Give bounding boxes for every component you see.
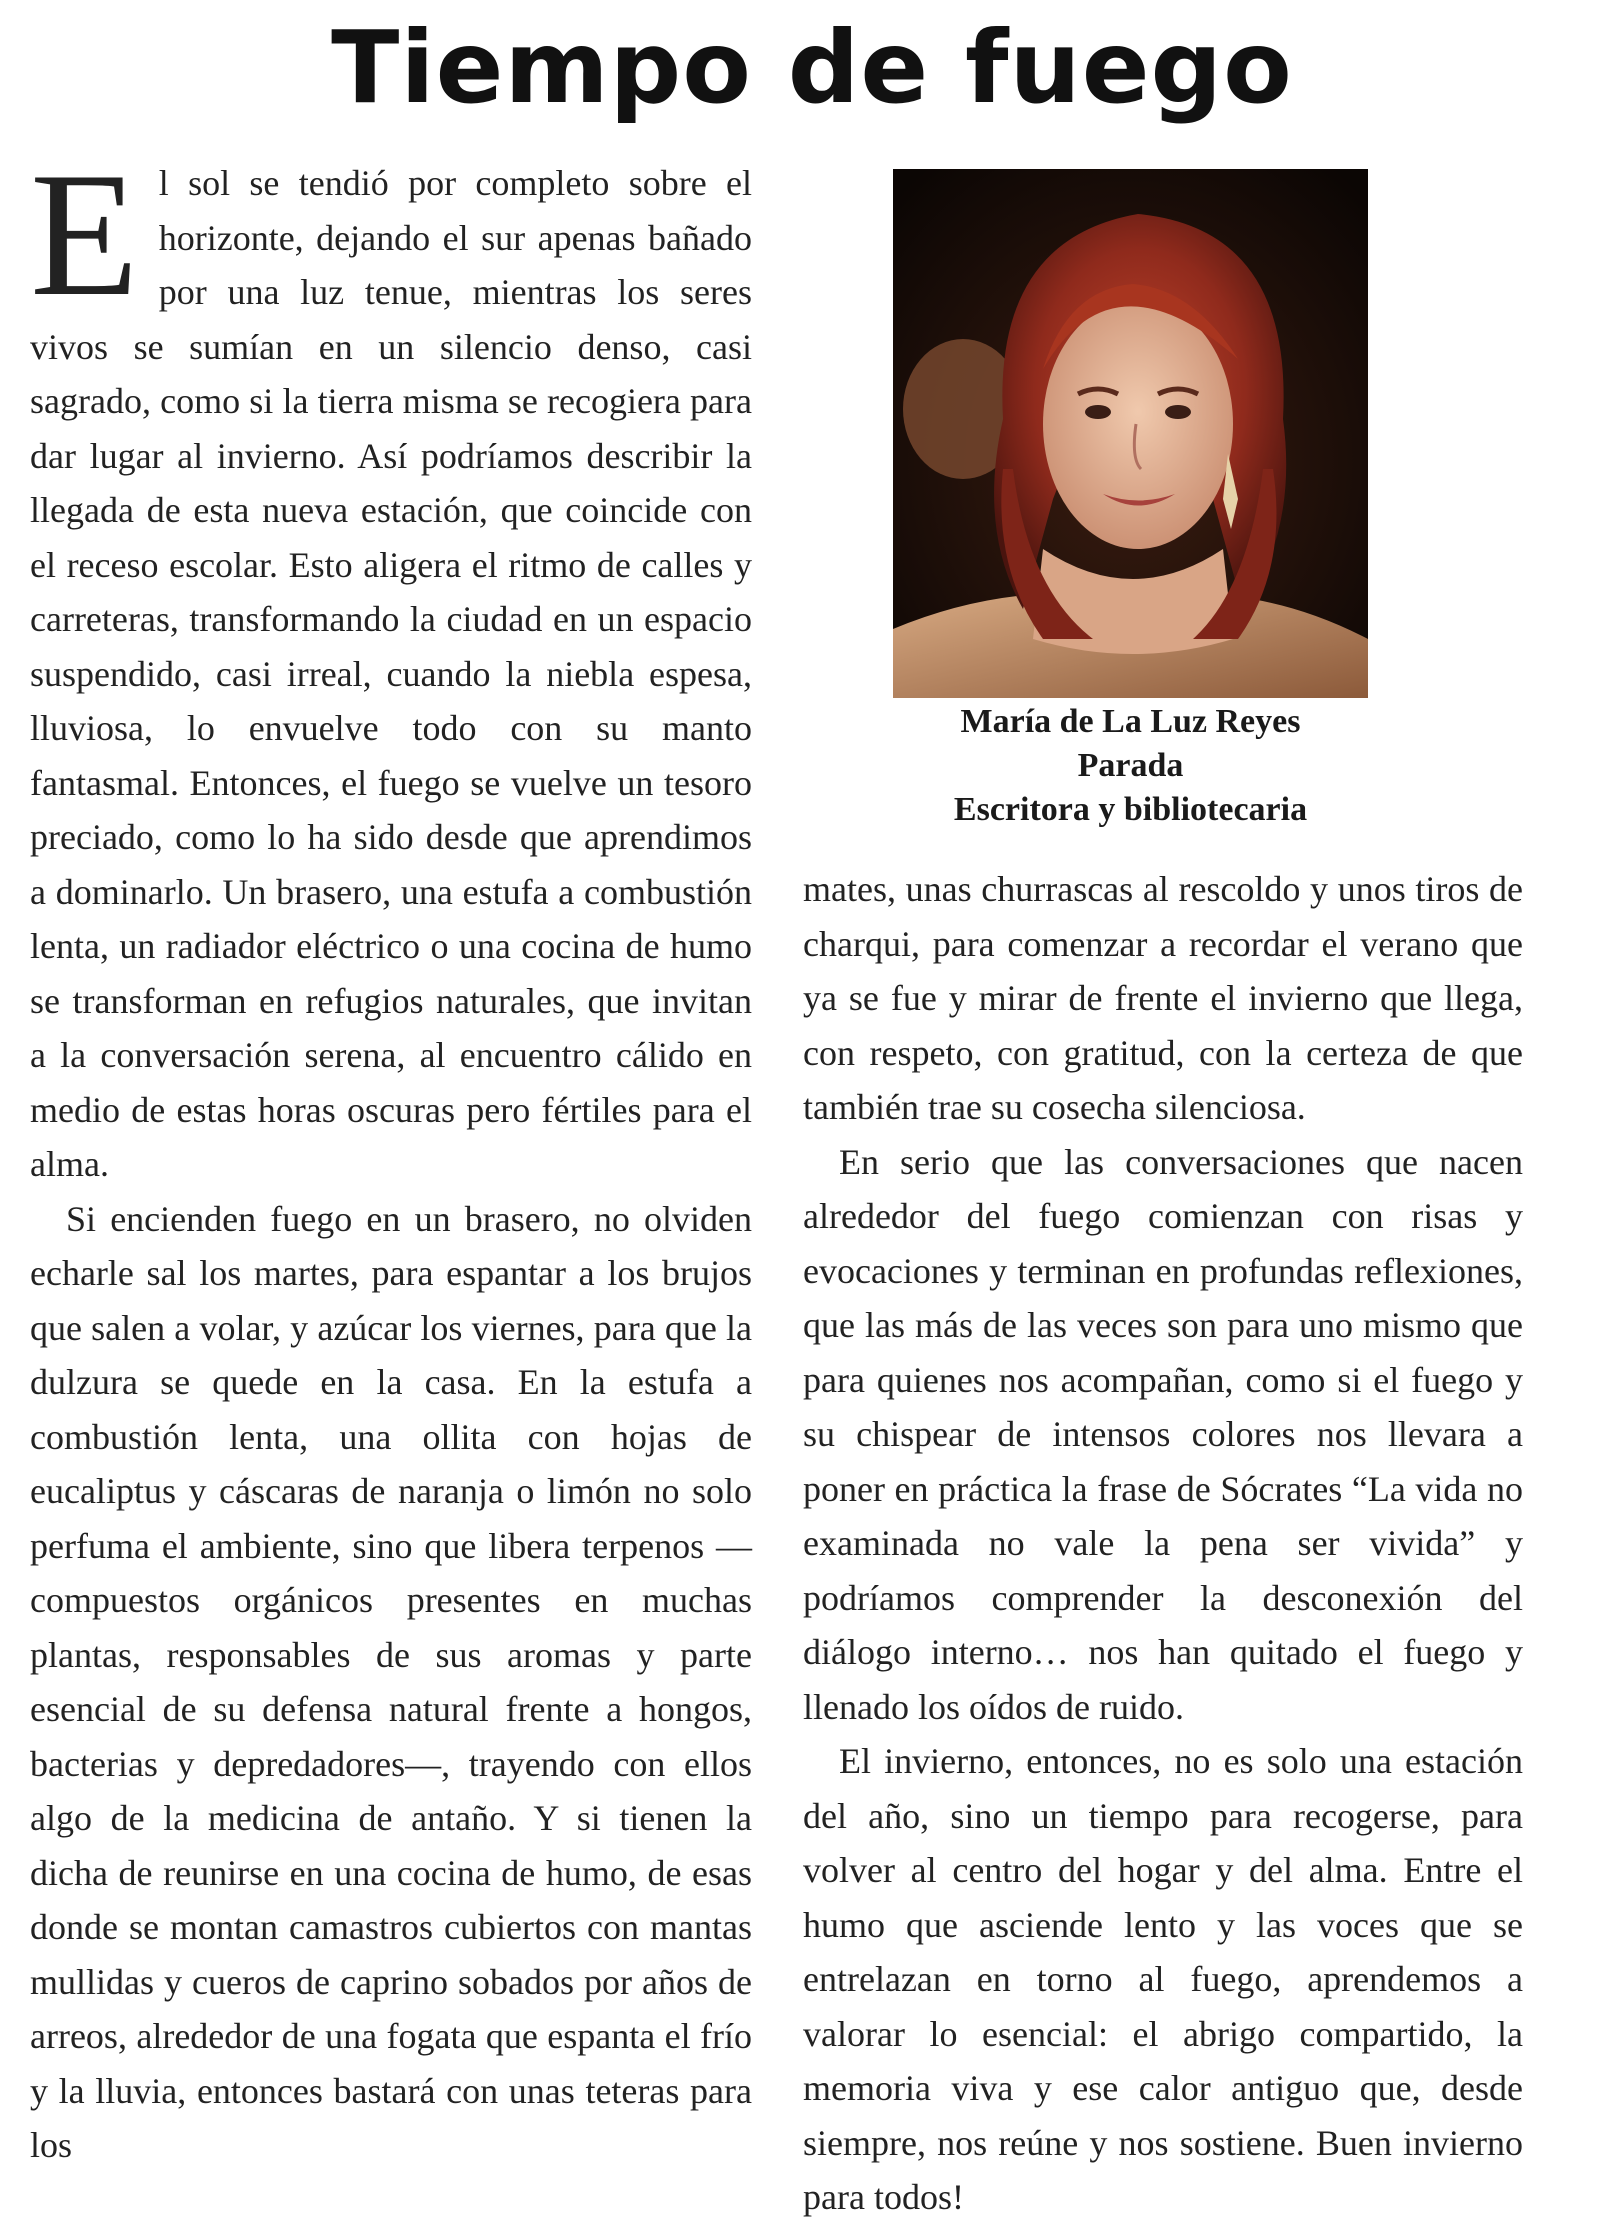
paragraph-2-continued: mates, unas churrascas al rescoldo y unos tiros de charqui, para comenzar a recordar el verano que ya se fue y mirar de frente el invierno que llega, con respeto, con gratitud, con la certeza de que también trae su cosecha silenciosa. (803, 869, 1523, 1127)
author-name-line2: Parada (1077, 747, 1184, 784)
author-photo (893, 169, 1368, 698)
paragraph-1-text: l sol se tendió por completo sobre el horizonte, dejando el sur apenas bañado por una luz tenue, mientras los seres vivos se sumían en un silencio denso, casi sagrado, como si la tierra misma se recogiera para dar lugar al invierno. Así podríamos describir la llegada de esta nueva estación, que coincide con el receso escolar. Esto aligera el ritmo de calles y carreteras, transformando la ciudad en un espacio suspendido, casi irreal, cuando la niebla espesa, lluviosa, lo envuelve todo con su manto fantasmal. Entonces, el fuego se vuelve un tesoro preciado, como lo ha sido desde que aprendimos a dominarlo. Un brasero, una estufa a combustión lenta, un radiador eléctrico o una cocina de humo se transforman en refugios naturales, que invitan a la conversación serena, al encuentro cálido en medio de estas horas oscuras pero fértiles para el alma. (30, 163, 752, 1184)
author-caption (893, 700, 1368, 832)
paragraph-1 (30, 135, 752, 1192)
paragraph-2: Si encienden fuego en un brasero, no olviden echarle sal los martes, para espantar a los brujos que salen a volar, y azúcar los viernes, para que la dulzura se quede en la casa. En la estufa a combustión lenta, una ollita con hojas de eucaliptus y cáscaras de naranja o limón no solo perfuma el ambiente, sino que libera terpenos —compuestos orgánicos presentes en muchas plantas, responsables de sus aromas y parte esencial de su defensa natural frente a hongos, bacterias y depredadores—, trayendo con ellos algo de la medicina de antaño. Y si tienen la dicha de reunirse en una cocina de humo, de esas donde se montan camastros cubiertos con mantas mullidas y cueros de caprino sobados por años de arreos, alrededor de una fogata que espanta el frío y la lluvia, entonces bastará con unas teteras para los (30, 1198, 752, 2165)
paragraph-3: En serio que las conversaciones que nacen alrededor del fuego comienzan con risas y evocaciones y terminan en profundas reflexiones, que las más de las veces son para uno mismo que para quienes nos acompañan, como si el fuego y su chispear de intensos colores nos llevara a poner en práctica la frase de Sócrates “La vida no examinada no vale la pena ser vivida” y podríamos comprender la desconexión del diálogo interno… nos han quitado el fuego y llenado los oídos de ruido. (803, 1141, 1523, 1727)
paragraph-4: El invierno, entonces, no es solo una estación del año, sino un tiempo para recogerse, para volver al centro del hogar y del alma. Entre el humo que asciende lento y las voces que se entrelazan en torno al fuego, aprendemos a valorar lo esencial: el abrigo compartido, la memoria viva y ese calor antiguo que, desde siempre, nos reúne y nos sostiene. Buen invierno para todos! (803, 1741, 1523, 2217)
drop-cap: E (30, 135, 139, 333)
article-title: Tiempo de fuego (331, 9, 1293, 126)
author-portrait-image (893, 169, 1368, 698)
left-column (30, 135, 752, 2173)
author-name-line1: María de La Luz Reyes (960, 703, 1301, 740)
right-column (803, 862, 1523, 2225)
author-role: Escritora y bibliotecaria (953, 791, 1308, 828)
